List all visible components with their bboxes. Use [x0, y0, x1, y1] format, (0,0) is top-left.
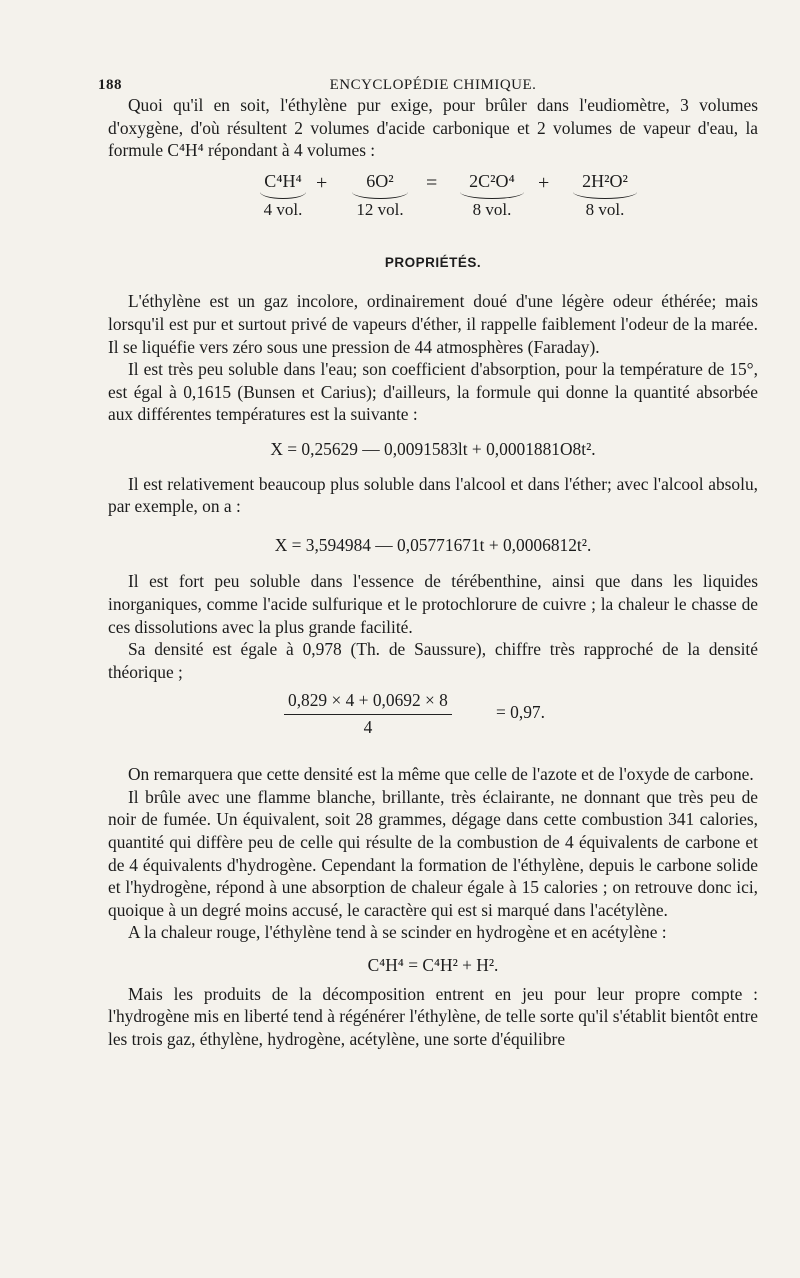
- document-page: [98, 70, 758, 1050]
- density-fraction: [108, 689, 758, 751]
- running-title: ENCYCLOPÉDIE CHIMIQUE.: [329, 77, 537, 93]
- paragraph-4: Il est relativement beaucoup plus soluble dans l'alcool et dans l'éther; avec l'alcool absolu, par exemple, on a :: [108, 473, 758, 517]
- paragraph-10: Mais les produits de la décomposition entrent en jeu pour leur propre compte : l'hydrogène mis en liberté tend à régénérer l'éthylène, de telle sorte qu'il s'établit bientôt entre les trois gaz, éthylène, hydrogène, acétylène, une sorte d'équilibre: [108, 983, 758, 1049]
- fraction-denominator: 4: [363, 716, 373, 737]
- paragraph-9: A la chaleur rouge, l'éthylène tend à se scinder en hydrogène et en acétylène :: [128, 922, 667, 943]
- equation-decomposition: C⁴H⁴ = C⁴H² + H².: [367, 955, 499, 976]
- equals-sign: =: [426, 171, 438, 194]
- page-number: 188: [98, 77, 122, 93]
- paragraph-7: On remarquera que cette densité est la même que celle de l'azote et de l'oxyde de carbone.: [128, 764, 754, 785]
- combustion-equation: [108, 170, 758, 232]
- fraction-result: = 0,97.: [496, 702, 545, 723]
- paragraph-2: L'éthylène est un gaz incolore, ordinairement doué d'une légère odeur éthérée; mais lorsqu'il est pur et surtout privé de vapeurs d'éther, il rappelle faiblement l'odeur de la marée. Il se liquéfie vers zéro sous une pression de 44 atmosphères (Faraday).: [108, 291, 758, 357]
- paragraph-3: Il est très peu soluble dans l'eau; son coefficient d'absorption, pour la température de 15°, est égal à 0,1615 (Bunsen et Carius); d'ailleurs, la formule qui donne la quantité absorbée aux différentes températures est la suivante :: [108, 359, 758, 425]
- equation-term: 6O² 12 vol.: [350, 170, 410, 222]
- equation-term: C⁴H⁴ 4 vol.: [258, 170, 308, 222]
- paragraph-5: Il est fort peu soluble dans l'essence de térébenthine, ainsi que dans les liquides inorganiques, comme l'acide sulfurique et le protochlorure de cuivre ; la chaleur le chasse de ces dissolutions avec la plus grande facilité.: [108, 571, 758, 637]
- paragraph-8: Il brûle avec une flamme blanche, brillante, très éclairante, ne donnant que très peu de noir de fumée. Un équivalent, soit 28 grammes, dégage dans cette combustion 341 calories, quantité qui diffère peu de celle qui résulte de la combustion de 4 équivalents de carbone et de 4 équivalents d'hydrogène. Cependant la formation de l'éthylène, depuis le carbone solide et l'hydrogène, répond à une absorption de chaleur égale à 15 calories ; on retrouve donc ici, quoique à un degré moins accusé, le caractère qui est si marqué dans l'acétylène.: [108, 786, 758, 920]
- plus-sign: +: [538, 171, 550, 194]
- paragraph-6: Sa densité est égale à 0,978 (Th. de Saussure), chiffre très rapproché de la densité théorique ;: [108, 639, 758, 682]
- page-header: [98, 70, 758, 94]
- equation-water-solubility: X = 0,25629 — 0,0091583lt + 0,0001881O8t².: [270, 438, 596, 459]
- equation-alcohol-solubility: X = 3,594984 — 0,05771671t + 0,0006812t².: [274, 534, 592, 555]
- plus-sign: +: [316, 171, 328, 194]
- fraction-numerator: 0,829 × 4 + 0,0692 × 8: [284, 689, 452, 715]
- section-title: PROPRIÉTÉS.: [384, 254, 482, 270]
- equation-term: 2H²O² 8 vol.: [571, 170, 639, 222]
- equation-term: 2C²O⁴ 8 vol.: [458, 170, 526, 222]
- paragraph-1: Quoi qu'il en soit, l'éthylène pur exige, pour brûler dans l'eudiomètre, 3 volumes d'oxygène, d'où résultent 2 volumes d'acide carbonique et 2 volumes de vapeur d'eau, la formule C⁴H⁴ répondant à 4 volumes :: [108, 95, 758, 161]
